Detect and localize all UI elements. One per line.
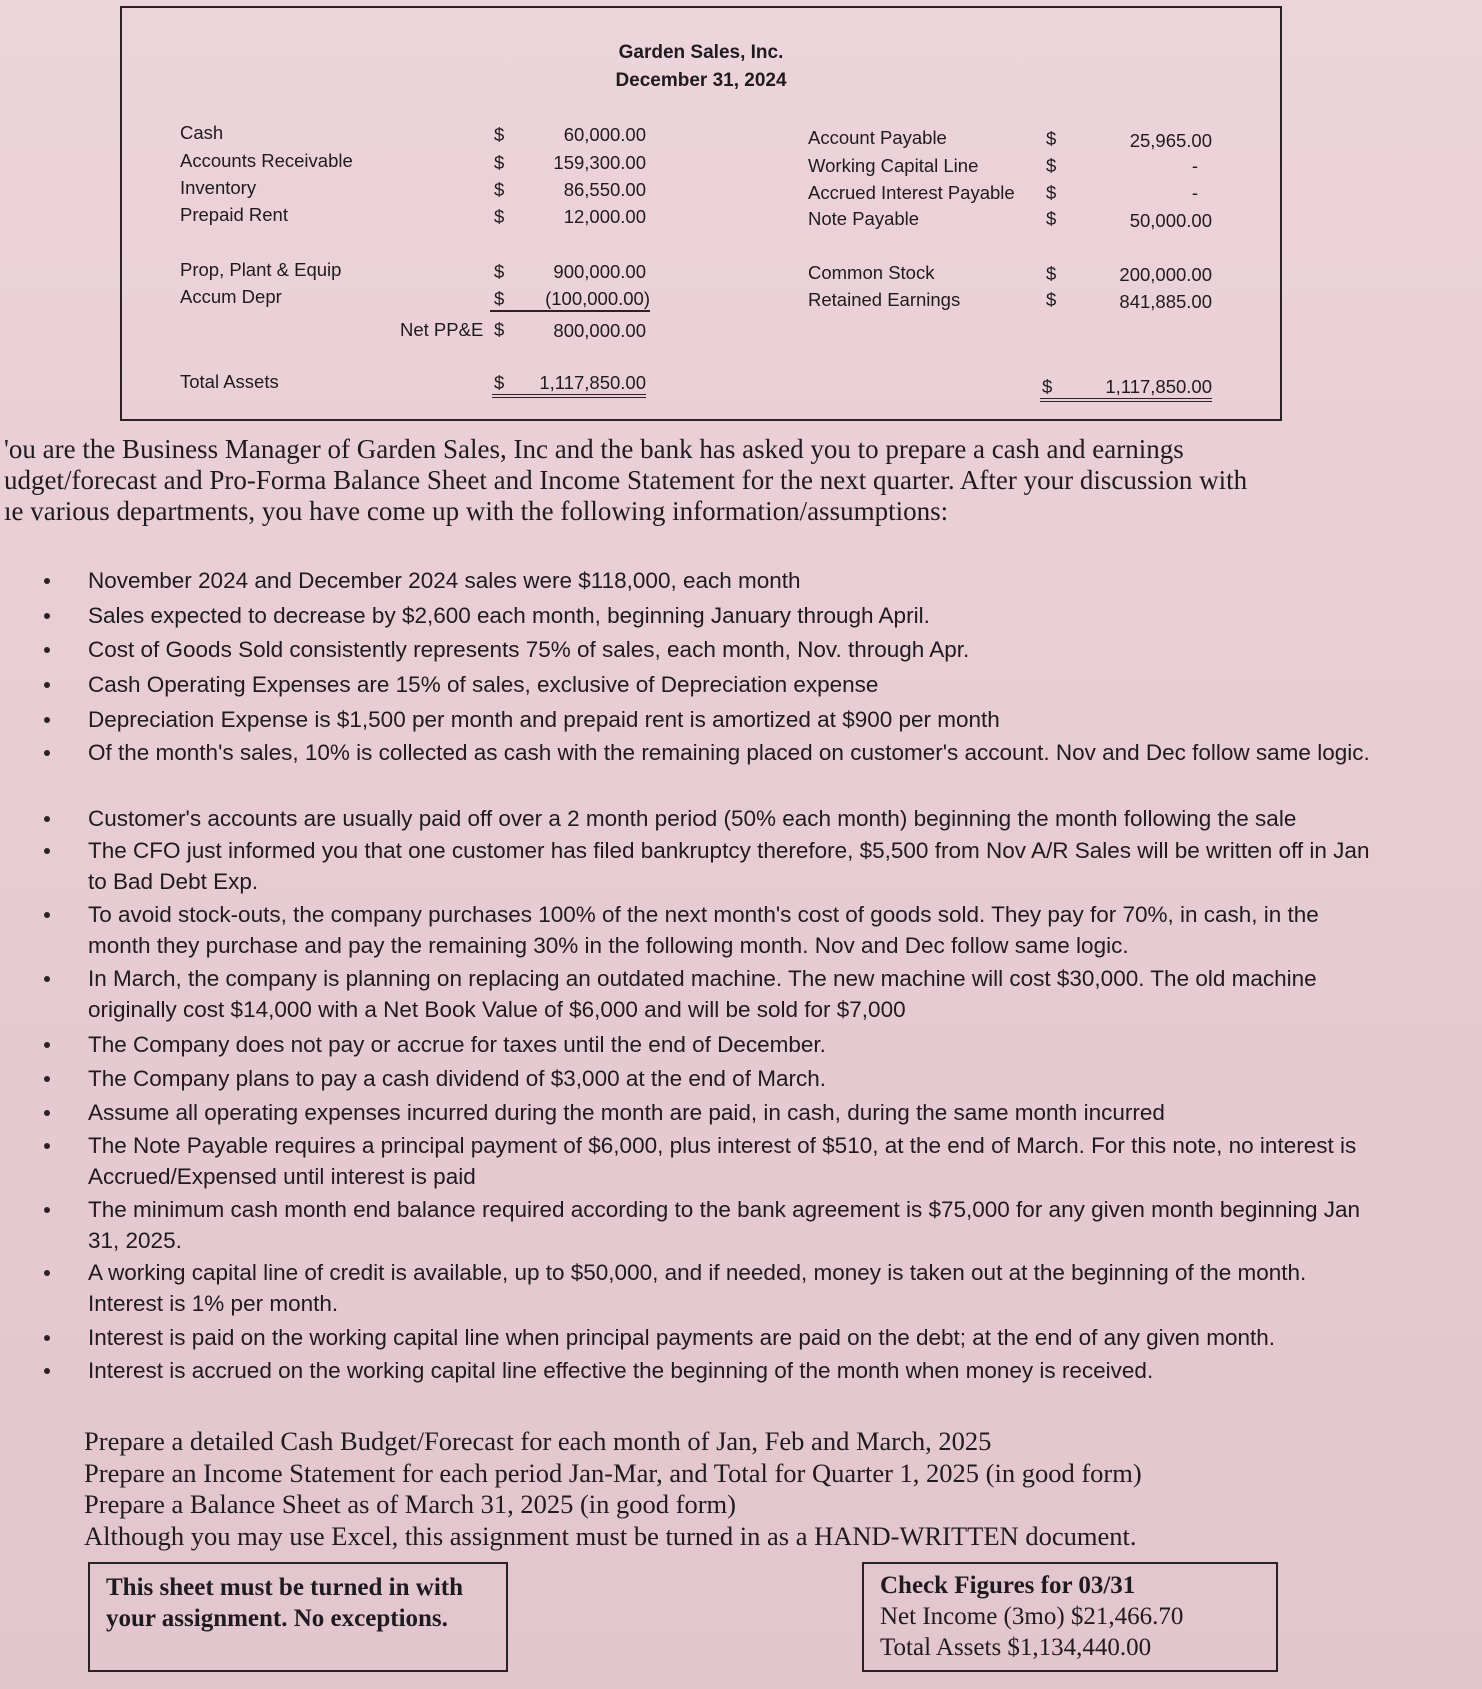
instruction-line: Prepare a detailed Cash Budget/Forecast for each month of Jan, Feb and March, 2025 (84, 1426, 992, 1456)
total-liab-equity-dollar: $ (1042, 376, 1053, 397)
bullet-icon (44, 816, 50, 822)
bullet-icon (44, 717, 50, 723)
bullet-icon (44, 1368, 50, 1374)
total-assets-value: 1,117,850.00 (492, 372, 646, 398)
instructions (84, 1426, 1142, 1552)
instruction-line: Prepare a Balance Sheet as of March 31, 2025 (in good form) (84, 1489, 736, 1519)
accrued-interest-value: - (1191, 182, 1198, 203)
bullet-icon (44, 1207, 50, 1213)
prepaid-rent-label: Prepaid Rent (180, 204, 288, 225)
bullet-icon (44, 1110, 50, 1116)
bullet-icon (44, 1143, 50, 1149)
retained-earnings-label: Retained Earnings (808, 289, 961, 310)
assignment-sheet: Garden Sales, Inc. December 31, 2024 Cash $ 60,000.00 Accounts Receivable $ 159,300.00 Inventory $ 86,550.00 Prepaid Rent $ 12,000.00 Prop, Plant & Equip $ 900,000.00 Accum Depr $ (100,000.00) Net PP&E $ 800,000.00 Total Assets $ 1,117,850.00 Account Payable $ 25,965.00 Working Capital Line $ - Accrued Interest Payable $ - Note Payable $ 50,000.00 Common Stock $ 200,000.00 Retained Earnings $ 841,885.00 $ 1,117,850.00 'ou are the Business Manager of Garden Sales, Inc and the bank has asked you to prepare a cash and earnings udget/forecast and Pro-Forma Balance Sheet and Income Statement for the next quarter. After your discussion with ıe various departments, you have come up with the following information/assumptions: November 2024 and December 2024 sales were $118,000, each month Sales expected to decrease by $2,600 each month, beginning January through April. Cost of Goods Sold consistently represents 75% of sales, each month, Nov. through Apr. Cash Operating Expenses are 15% of sales, exclusive of Depreciation expense Depreciation Expense is $1,500 per month and prepaid rent is amortized at $900 per month Of the month's sales, 10% is collected as cash with the remaining placed on customer's account. Nov and Dec follow same logic. Customer's accounts are usually paid off over a 2 month period (50% each month) beginning the month following the sale The CFO just informed you that one customer has filed bankruptcy therefore, $5,500 from Nov A/R Sales will be written off in Jan to Bad Debt Exp. To avoid stock-outs, the company purchases 100% of the next month's cost of goods sold. They pay for 70%, in cash, in the month they purchase and pay the remaining 30% in the following month. Nov and Dec follow same logic. In March, the company is planning on replacing an outdated machine. The new machine will cost $30,000. The old machine originally cost $14,000 with a Net Book Value of $6,000 and will be sold for $7,000 The Company does not pay or accrue for taxes until the end of December. The Company plans to pay a cash dividend of $3,000 at the end of March. Assume all operating expenses incurred during the month are paid, in cash, during the same month incurred The Note Payable requires a principal payment of $6,000, plus interest of $510, at the end of March. For this note, no interest is Accrued/Expensed until interest is paid The minimum cash month end balance required according to the bank agreement is $75,000 for any given month beginning Jan 31, 2025. A working capital line of credit is available, up to $50,000, and if needed, money is taken out at the beginning of the month. Interest is 1% per month. Interest is paid on the working capital line when principal payments are paid on the debt; at the end of any given month. Interest is accrued on the working capital line effective the beginning of the month when money is received. Prepare a detailed Cash Budget/Forecast for each month of Jan, Feb and March, 2025 Prepare an Income Statement for each period Jan-Mar, and Total for Quarter 1, 2025 (in good form) Prepare a Balance Sheet as of March 31, 2025 (in good form) Although you may use Excel, this assignment must be turned in as a HAND-WRITTEN document. This sheet must be turned in with your assignment. No exceptions. Check Figures for 03/31 Net Income (3mo) $21,466.70 Total Assets $1,134,440.00 (0, 0, 1482, 1689)
note-payable-value: 50,000.00 (1129, 210, 1212, 231)
ar-label: Accounts Receivable (180, 150, 353, 171)
cash-value: 60,000.00 (563, 124, 646, 145)
total-assets-label: Total Assets (180, 371, 279, 392)
check-figures (862, 1562, 1278, 1672)
common-stock-dollar: $ (1046, 263, 1057, 284)
bullet-icon (44, 912, 50, 918)
check-total-assets: Total Assets $1,134,440.00 (880, 1634, 1152, 1661)
wcl-value: - (1191, 155, 1198, 176)
intro-paragraph (4, 434, 1474, 527)
prepaid-rent-dollar: $ (494, 206, 505, 227)
accum-depr-value: (100,000.00) (490, 288, 650, 312)
instruction-line: Prepare an Income Statement for each period Jan-Mar, and Total for Quarter 1, 2025 (in good form) (84, 1457, 1142, 1488)
intro-line: 'ou are the Business Manager of Garden Sales, Inc and the bank has asked you to prepare a cash and earnings (4, 434, 1184, 464)
bullet-icon (44, 578, 50, 584)
cash-dollar: $ (494, 124, 505, 145)
ap-dollar: $ (1046, 128, 1057, 149)
accum-depr-label: Accum Depr (180, 286, 282, 307)
company-name: Garden Sales, Inc. (618, 42, 784, 63)
wcl-dollar: $ (1046, 155, 1057, 176)
turn-in-note: This sheet must be turned in with your assignment. No exceptions. (88, 1562, 508, 1672)
intro-line: ıe various departments, you have come up with the following information/assumptions: (4, 496, 949, 526)
bullet-icon (44, 750, 50, 756)
bullet-icon (44, 1335, 50, 1341)
bullet-icon (44, 848, 50, 854)
bullet-icon (44, 613, 50, 619)
common-stock-label: Common Stock (808, 262, 935, 283)
net-ppe-dollar: $ (494, 319, 505, 340)
bullet-icon (44, 1076, 50, 1082)
wcl-label: Working Capital Line (808, 155, 979, 176)
bullet-icon (44, 1042, 50, 1048)
net-ppe-label: Net PP&E (400, 319, 484, 340)
inventory-value: 86,550.00 (563, 179, 646, 200)
balance-sheet (120, 6, 1282, 421)
balance-sheet-date: December 31, 2024 (615, 70, 787, 91)
total-liab-equity-value: 1,117,850.00 (1040, 376, 1212, 402)
accrued-interest-dollar: $ (1046, 182, 1057, 203)
ar-value: 159,300.00 (553, 152, 646, 173)
check-net-income: Net Income (3mo) $21,466.70 (880, 1603, 1184, 1630)
inventory-dollar: $ (494, 179, 505, 200)
common-stock-value: 200,000.00 (1119, 264, 1212, 285)
bullet-icon (44, 1270, 50, 1276)
net-ppe-value: 800,000.00 (553, 320, 646, 341)
total-assets-dollar: $ (494, 372, 505, 393)
ar-dollar: $ (494, 152, 505, 173)
bullet-icon (44, 647, 50, 653)
retained-earnings-value: 841,885.00 (1119, 291, 1212, 312)
ppe-dollar: $ (494, 261, 505, 282)
ppe-value: 900,000.00 (553, 261, 646, 282)
instruction-line: Although you may use Excel, this assignment must be turned in as a HAND-WRITTEN document. (84, 1520, 1137, 1551)
note-payable-label: Note Payable (808, 208, 920, 229)
accrued-interest-label: Accrued Interest Payable (808, 182, 1015, 203)
bullet-icon (44, 682, 50, 688)
ap-value: 25,965.00 (1129, 130, 1212, 151)
note-payable-dollar: $ (1046, 208, 1057, 229)
ppe-label: Prop, Plant & Equip (180, 259, 342, 280)
inventory-label: Inventory (180, 177, 257, 198)
check-figures-title: Check Figures for 03/31 (880, 1572, 1136, 1599)
accum-depr-dollar: $ (494, 288, 505, 309)
ap-label: Account Payable (808, 127, 947, 148)
intro-line: udget/forecast and Pro-Forma Balance Sheet and Income Statement for the next quarter. After your discussion with (4, 465, 1248, 495)
prepaid-rent-value: 12,000.00 (563, 206, 646, 227)
bullet-icon (44, 976, 50, 982)
retained-earnings-dollar: $ (1046, 289, 1057, 310)
cash-label: Cash (180, 122, 224, 143)
